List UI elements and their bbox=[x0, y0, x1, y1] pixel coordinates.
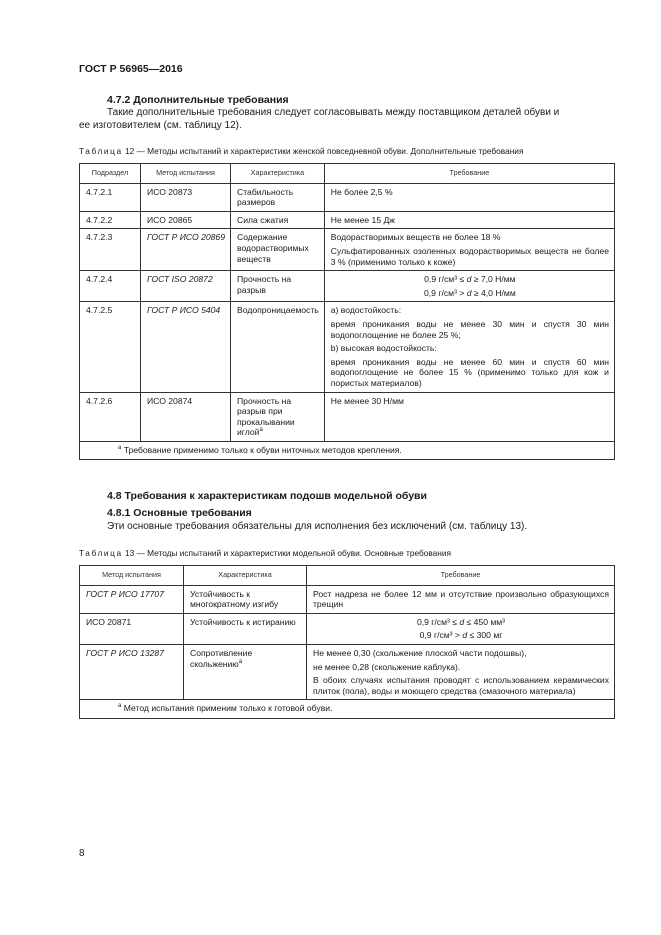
table-footnote bbox=[80, 700, 615, 719]
column-header: Требование bbox=[324, 164, 614, 184]
cell-subsection: 4.7.2.6 bbox=[80, 392, 141, 441]
cell-method: ИСО 20871 bbox=[80, 613, 184, 644]
table13-caption-label: Таблица bbox=[79, 548, 123, 558]
table-row bbox=[80, 211, 615, 229]
cell-method: ГОСТ Р ИСО 17707 bbox=[80, 585, 184, 613]
section-paragraph: Эти основные требования обязательны для исполнения без исключений (см. таблицу 13). bbox=[107, 521, 528, 532]
requirement-text: Не менее 30 Н/мм bbox=[330, 395, 404, 406]
cell-subsection: 4.7.2.3 bbox=[80, 229, 141, 271]
table13-caption bbox=[79, 548, 451, 558]
footnote-text: Метод испытания применим только к готовой обуви. bbox=[123, 703, 333, 714]
cell-characteristic: Устойчивость к истиранию bbox=[184, 613, 307, 644]
cell-method: ГОСТ Р ИСО 13287 bbox=[80, 644, 184, 699]
cell-requirement bbox=[324, 271, 614, 302]
table-footnote-row bbox=[80, 441, 615, 460]
requirement-text: 0,9 г/см³ ≤ d ≥ 7,0 Н/мм bbox=[424, 274, 516, 285]
table-row bbox=[80, 613, 615, 644]
cell-characteristic: Прочность на разрыв bbox=[231, 271, 325, 302]
requirement-text: Не менее 15 Дж bbox=[330, 214, 396, 225]
column-header: Подраздел bbox=[80, 164, 141, 184]
column-header: Метод испытания bbox=[141, 164, 231, 184]
requirement-text: Не более 2,5 % bbox=[330, 186, 393, 197]
table12-caption-label: Таблица bbox=[79, 146, 123, 156]
requirement-text: b) высокая водостойкость: bbox=[330, 343, 437, 354]
characteristic-text: Прочность на разрыв при прокалывании иглой bbox=[237, 395, 295, 438]
cell-method: ГОСТ Р ИСО 5404 bbox=[141, 302, 231, 392]
section-heading-4-8-1: 4.8.1 Основные требования bbox=[107, 507, 252, 519]
cell-requirement bbox=[324, 183, 614, 211]
table-header-row bbox=[80, 566, 615, 586]
column-header: Требование bbox=[307, 566, 615, 586]
table-row bbox=[80, 271, 615, 302]
cell-characteristic bbox=[184, 644, 307, 699]
cell-method: ИСО 20873 bbox=[141, 183, 231, 211]
requirement-text: В обоих случаях испытания проводят с использованием керамических плиток (пола), воды и моющего средства (смазочного материала) bbox=[313, 675, 609, 696]
requirement-text: время проникания воды не менее 30 мин и спустя 30 мин водопоглощение не более 25 %; bbox=[330, 318, 609, 340]
cell-characteristic: Устойчивость к многократному изгибу bbox=[184, 585, 307, 613]
table-12 bbox=[79, 163, 615, 460]
table-row bbox=[80, 585, 615, 613]
requirement-text: 0,9 г/см³ > d ≥ 4,0 Н/мм bbox=[424, 287, 516, 298]
cell-characteristic bbox=[231, 392, 325, 441]
requirement-text: Сульфатированных озоленных водорастворимых веществ не более 3 % (применимо только к коже) bbox=[330, 245, 609, 267]
table13-caption-text: 13 — Методы испытаний и характеристики модельной обуви. Основные требования bbox=[125, 548, 451, 558]
footnote-mark: a bbox=[238, 658, 243, 665]
column-header: Характеристика bbox=[184, 566, 307, 586]
cell-requirement bbox=[324, 211, 614, 229]
footnote-mark: a bbox=[118, 445, 122, 452]
cell-characteristic: Сила сжатия bbox=[231, 211, 325, 229]
document-header: ГОСТ Р 56965—2016 bbox=[79, 63, 183, 75]
section-paragraph-line2: ее изготовителем (см. таблицу 12). bbox=[79, 120, 242, 131]
requirement-text: Водорастворимых веществ не более 18 % bbox=[330, 232, 501, 243]
table-row bbox=[80, 644, 615, 699]
requirement-text: Рост надреза не более 12 мм и отсутствие произвольно образующихся трещин bbox=[313, 588, 609, 610]
section-heading-4-8: 4.8 Требования к характеристикам подошв модельной обуви bbox=[107, 490, 427, 502]
cell-subsection: 4.7.2.4 bbox=[80, 271, 141, 302]
table12-caption-text: 12 — Методы испытаний и характеристики женской повседневной обуви. Дополнительные требования bbox=[125, 146, 524, 156]
table12-caption bbox=[79, 146, 523, 156]
cell-characteristic: Водопроницаемость bbox=[231, 302, 325, 392]
cell-method: ГОСТ Р ИСО 20869 bbox=[141, 229, 231, 271]
cell-requirement bbox=[307, 644, 615, 699]
section-paragraph-line1: Такие дополнительные требования следует согласовывать между поставщиком деталей обуви и bbox=[107, 107, 560, 118]
cell-subsection: 4.7.2.2 bbox=[80, 211, 141, 229]
table-row bbox=[80, 229, 615, 271]
cell-requirement bbox=[307, 585, 615, 613]
table-row bbox=[80, 183, 615, 211]
table-row bbox=[80, 392, 615, 441]
cell-requirement bbox=[324, 392, 614, 441]
table-footnote bbox=[80, 441, 615, 460]
requirement-text: 0,9 г/см³ ≤ d ≤ 450 мм³ bbox=[416, 616, 506, 627]
table-row bbox=[80, 302, 615, 392]
requirement-text: не менее 0,28 (скольжение каблука). bbox=[313, 661, 461, 672]
page-number: 8 bbox=[79, 848, 85, 859]
cell-requirement bbox=[307, 613, 615, 644]
cell-subsection: 4.7.2.5 bbox=[80, 302, 141, 392]
requirement-text: 0,9 г/см³ > d ≤ 300 мг bbox=[419, 630, 503, 641]
requirement-text: время проникания воды не менее 60 мин и спустя 60 мин водопоглощение не более 15 % (применимо только для кож и пористых материалов) bbox=[330, 356, 609, 388]
requirement-text: a) водостойкость: bbox=[330, 305, 402, 316]
characteristic-text: Сопротивление скольжению bbox=[190, 647, 253, 669]
footnote-text: Требование применимо только к обуви ниточных методов крепления. bbox=[123, 444, 402, 455]
table-13 bbox=[79, 565, 615, 719]
table-header-row bbox=[80, 164, 615, 184]
cell-method: ИСО 20874 bbox=[141, 392, 231, 441]
cell-subsection: 4.7.2.1 bbox=[80, 183, 141, 211]
cell-characteristic: Стабильность размеров bbox=[231, 183, 325, 211]
footnote-mark: a bbox=[118, 703, 122, 710]
footnote-mark: a bbox=[259, 427, 263, 434]
requirement-text: Не менее 0,30 (скольжение плоской части подошвы), bbox=[313, 647, 527, 658]
cell-method: ГОСТ ISO 20872 bbox=[141, 271, 231, 302]
table-footnote-row bbox=[80, 700, 615, 719]
cell-requirement bbox=[324, 302, 614, 392]
cell-method: ИСО 20865 bbox=[141, 211, 231, 229]
cell-requirement bbox=[324, 229, 614, 271]
section-heading-4-7-2: 4.7.2 Дополнительные требования bbox=[107, 94, 289, 106]
column-header: Метод испытания bbox=[80, 566, 184, 586]
column-header: Характеристика bbox=[231, 164, 325, 184]
cell-characteristic: Содержание водорастворимых веществ bbox=[231, 229, 325, 271]
